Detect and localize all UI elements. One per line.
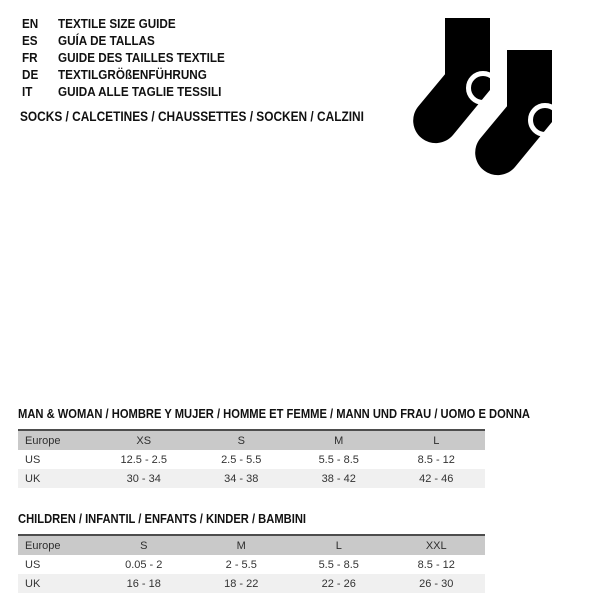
socks-icon <box>400 0 570 185</box>
size-cell: 8.5 - 12 <box>417 453 455 466</box>
column-header: S <box>237 434 245 447</box>
language-label: GUÍA DE TALLAS <box>58 33 155 48</box>
size-grid <box>18 429 485 488</box>
language-code: FR <box>22 50 38 65</box>
size-table-adult <box>18 406 531 488</box>
table-title: CHILDREN / INFANTIL / ENFANTS / KINDER / BAMBINI <box>18 511 307 526</box>
language-label: GUIDA ALLE TAGLIE TESSILI <box>58 84 222 99</box>
table-header-row <box>18 536 485 555</box>
size-cell: 30 - 34 <box>126 472 161 485</box>
table-row <box>18 555 485 574</box>
size-cell: 2 - 5.5 <box>225 558 257 571</box>
size-cell: 8.5 - 12 <box>417 558 455 571</box>
language-code: DE <box>22 67 39 82</box>
language-code: IT <box>22 84 33 99</box>
column-header: XXL <box>425 539 447 552</box>
language-row <box>22 15 243 32</box>
column-header: S <box>140 539 148 552</box>
size-cell: 5.5 - 8.5 <box>318 558 359 571</box>
language-label: TEXTILE SIZE GUIDE <box>58 16 176 31</box>
language-row <box>22 49 243 66</box>
size-cell: 38 - 42 <box>321 472 356 485</box>
language-label: TEXTILGRÖßENFÜHRUNG <box>58 67 207 82</box>
language-row <box>22 32 243 49</box>
table-row <box>18 450 485 469</box>
column-header: M <box>334 434 344 447</box>
sock-glyph <box>413 18 490 143</box>
size-cell: 22 - 26 <box>321 577 356 590</box>
size-cell: 18 - 22 <box>224 577 259 590</box>
category-title: SOCKS / CALCETINES / CHAUSSETTES / SOCKEN / CALZINI <box>20 109 364 124</box>
language-list <box>22 15 243 100</box>
column-header: L <box>433 434 440 447</box>
size-cell: 2.5 - 5.5 <box>221 453 262 466</box>
table-row <box>18 574 485 593</box>
language-code: ES <box>22 33 38 48</box>
size-cell: 26 - 30 <box>419 577 454 590</box>
size-cell: 12.5 - 2.5 <box>120 453 167 466</box>
row-label: UK <box>25 577 41 590</box>
size-grid <box>18 534 485 593</box>
size-cell: 5.5 - 8.5 <box>318 453 359 466</box>
row-label: US <box>25 453 41 466</box>
table-title: MAN & WOMAN / HOMBRE Y MUJER / HOMME ET FEMME / MANN UND FRAU / UOMO E DONNA <box>18 406 531 421</box>
size-cell: 34 - 38 <box>224 472 259 485</box>
table-header-row <box>18 431 485 450</box>
language-label: GUIDE DES TAILLES TEXTILE <box>58 50 225 65</box>
column-header: Europe <box>25 539 61 552</box>
column-header: L <box>335 539 342 552</box>
language-row <box>22 66 243 83</box>
size-cell: 16 - 18 <box>126 577 161 590</box>
size-table-children <box>18 511 485 593</box>
size-cell: 42 - 46 <box>419 472 454 485</box>
sock-back <box>413 18 497 143</box>
row-label: US <box>25 558 41 571</box>
column-header: M <box>236 539 246 552</box>
column-header: XS <box>136 434 152 447</box>
column-header: Europe <box>25 434 61 447</box>
row-label: UK <box>25 472 41 485</box>
language-code: EN <box>22 16 39 31</box>
size-cell: 0.05 - 2 <box>125 558 163 571</box>
table-row <box>18 469 485 488</box>
language-row <box>22 83 243 100</box>
